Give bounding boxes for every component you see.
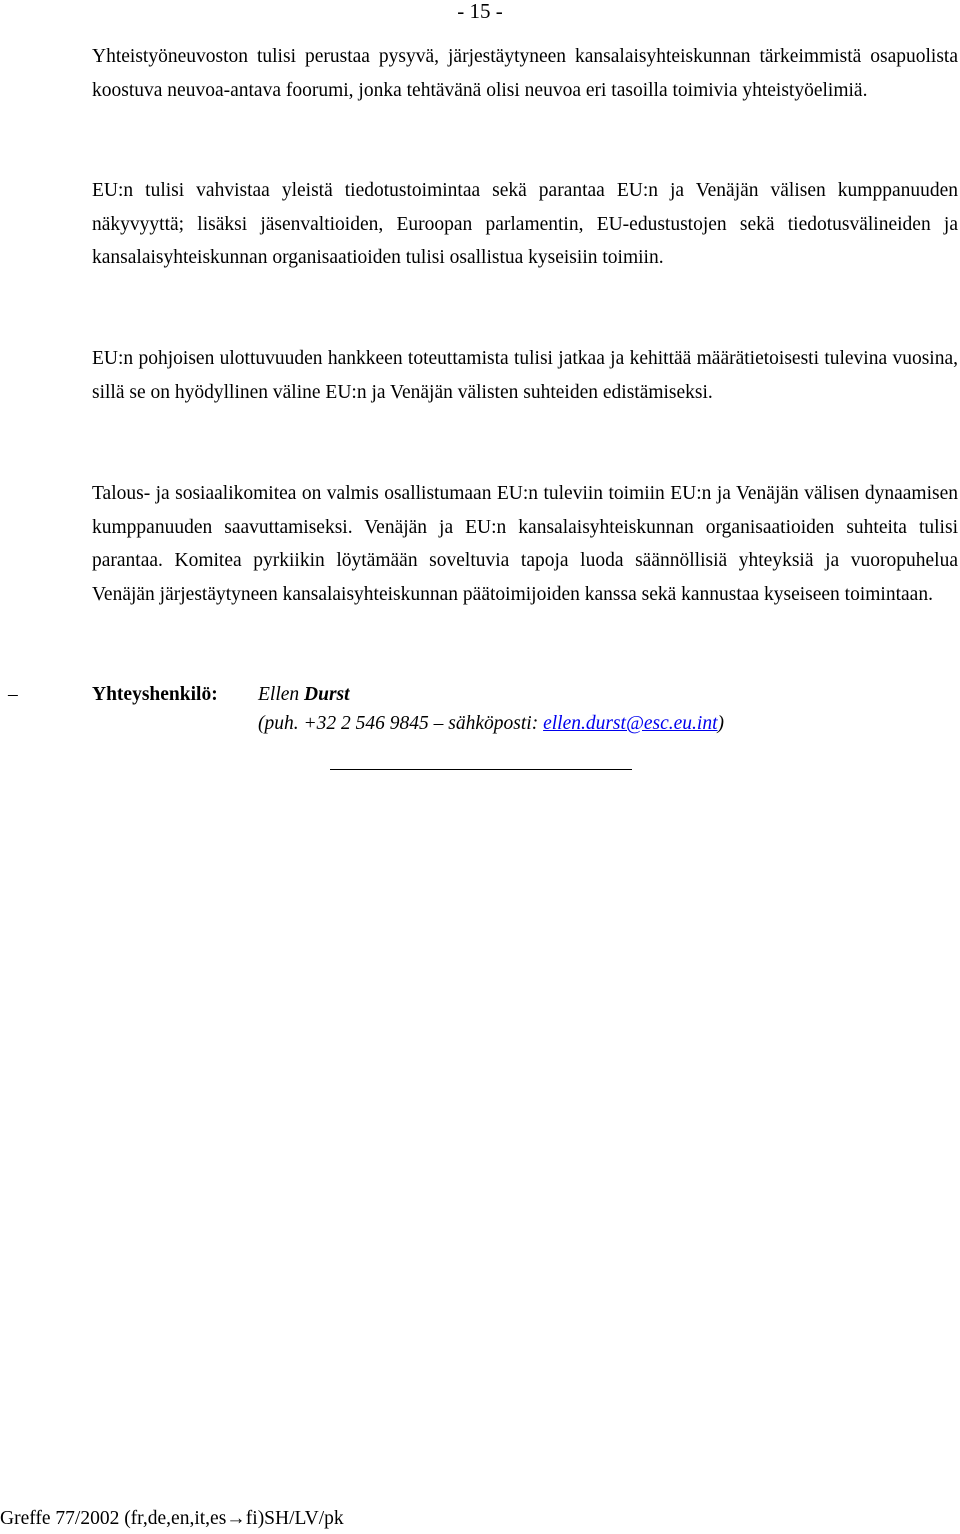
paragraph-4: Talous- ja sosiaalikomitea on valmis osallistumaan EU:n tuleviin toimiin EU:n ja Venäjän välisen dynaamisen kumppanuuden saavuttamiseksi. Venäjän ja EU:n kansalaisyhteiskunnan organisaatioiden suhteita tulisi parantaa. Komitea pyrkiikin löytämään soveltuvia tapoja luoda säännöllisiä yhteyksiä ja vuoropuhelua Venäjän järjestäytyneen kansalaisyhteiskunnan päätoimijoiden kanssa sekä kannustaa kyseiseen toimintaan. bbox=[92, 483, 958, 605]
paragraph-3: EU:n pohjoisen ulottuvuuden hankkeen toteuttamista tulisi jatkaa ja kehittää määrätietoisesti tulevina vuosina, sillä se on hyödyllinen väline EU:n ja Venäjän välisten suhteiden edistämiseksi. bbox=[92, 348, 958, 403]
contact-label: Yhteyshenkilö: bbox=[92, 684, 218, 705]
contact-details bbox=[258, 707, 724, 741]
contact-bullet-dash: – bbox=[8, 684, 18, 705]
contact-first-name: Ellen bbox=[258, 684, 300, 705]
footer-reference: Greffe 77/2002 (fr,de,en,it,es→fi)SH/LV/pk bbox=[0, 1508, 344, 1529]
paragraph-2: EU:n tulisi vahvistaa yleistä tiedotustoimintaa sekä parantaa EU:n ja Venäjän välisen kumppanuuden näkyvyyttä; lisäksi jäsenvaltioiden, Euroopan parlamentin, EU-edustustojen sekä tiedotusvälineiden ja kansalaisyhteiskunnan organisaatioiden tulisi osallistua kyseisiin toimiin. bbox=[92, 180, 958, 268]
paragraph-1: Yhteistyöneuvoston tulisi perustaa pysyvä, järjestäytyneen kansalaisyhteiskunnan tärkeimmistä osapuolista koostuva neuvoa-antava foorumi, jonka tehtävänä olisi neuvoa eri tasoilla toimivia yhteistyöelimiä. bbox=[92, 46, 958, 101]
page-number: - 15 - bbox=[457, 0, 503, 23]
contact-phone: (puh. +32 2 546 9845 – sähköposti: bbox=[258, 713, 544, 734]
end-rule-divider bbox=[330, 769, 632, 770]
contact-last-name: Durst bbox=[304, 684, 350, 705]
contact-suffix: ) bbox=[717, 713, 725, 734]
contact-email-link[interactable]: ellen.durst@esc.eu.int bbox=[543, 713, 718, 734]
